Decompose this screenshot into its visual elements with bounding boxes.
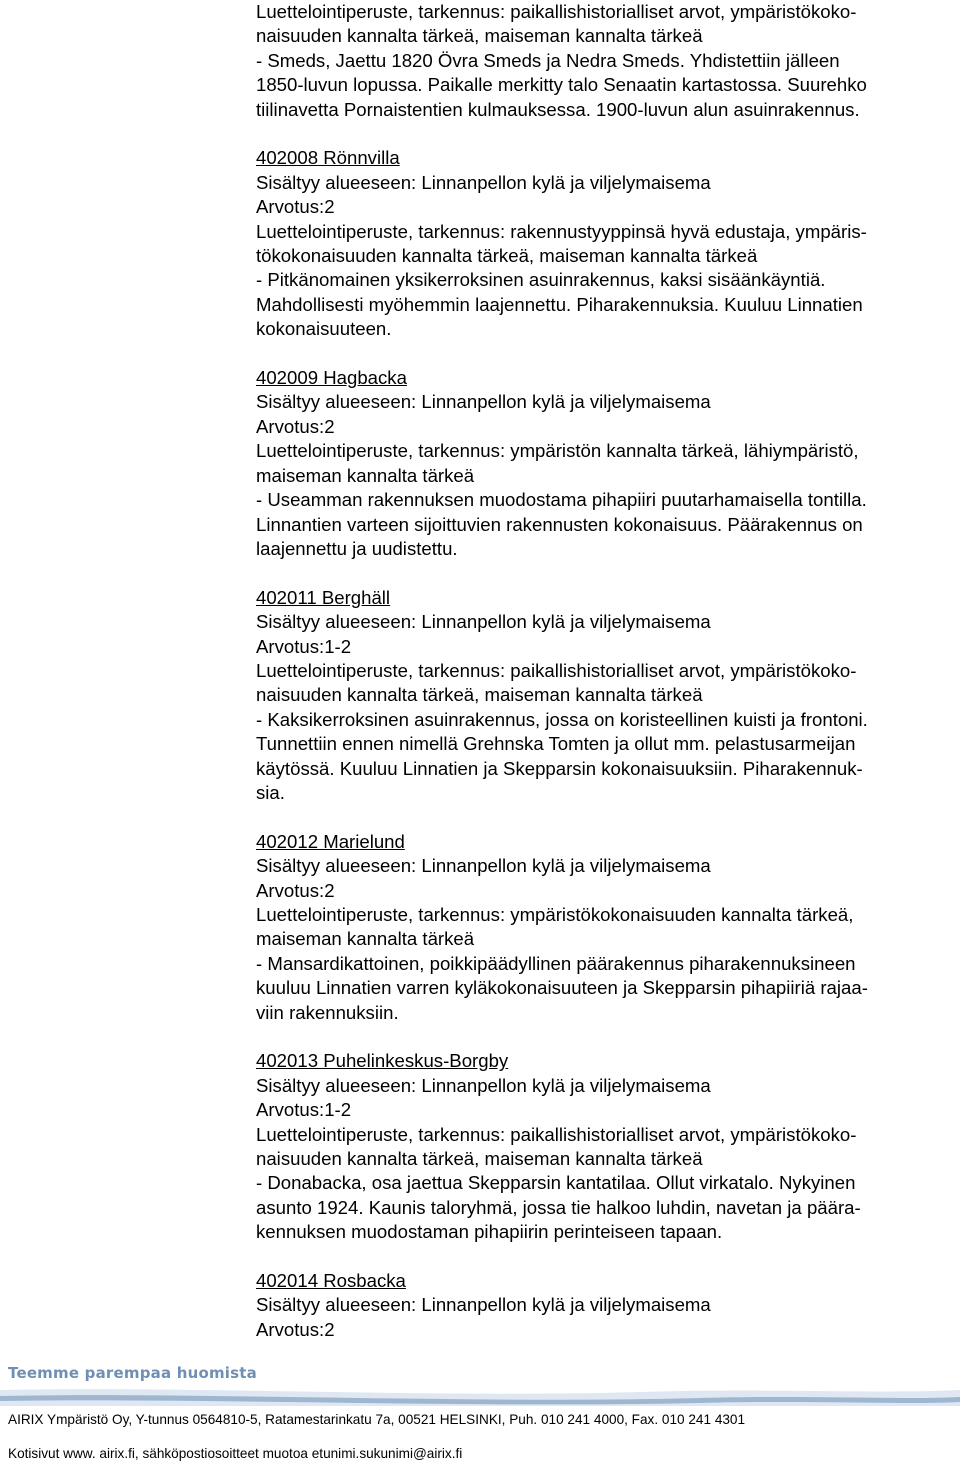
- entry-line: kennuksen muodostaman pihapiirin perinteiseen tapaan.: [256, 1221, 723, 1243]
- entry-line: - Kaksikerroksinen asuinrakennus, jossa on koristeellinen kuisti ja frontoni.: [256, 708, 868, 730]
- entry-402014: [256, 1269, 956, 1342]
- entry-area: Sisältyy alueeseen: Linnanpellon kylä ja viljelymaisema: [256, 1074, 711, 1096]
- intro-line: - Smeds, Jaettu 1820 Övra Smeds ja Nedra Smeds. Yhdistettiin jälleen: [256, 49, 840, 71]
- entry-line: Luettelointiperuste, tarkennus: ympäristön kannalta tärkeä, lähiympäristö,: [256, 440, 859, 462]
- entry-line: käytössä. Kuuluu Linnatien ja Skepparsin kokonaisuuksiin. Piharakennuk-: [256, 757, 863, 779]
- entry-title: 402011 Berghäll: [256, 586, 391, 608]
- entry-title: 402008 Rönnvilla: [256, 147, 400, 169]
- entry-line: kokonaisuuteen.: [256, 318, 392, 340]
- footer-company-info: AIRIX Ympäristö Oy, Y-tunnus 0564810-5, Ratamestarinkatu 7a, 00521 HELSINKI, Puh. 010 241 4000, Fax. 010 241 4301: [8, 1412, 746, 1427]
- intro-line: Luettelointiperuste, tarkennus: paikallishistorialliset arvot, ympäristökoko-: [256, 1, 857, 22]
- entry-value: Arvotus:2: [256, 415, 335, 437]
- entry-value: Arvotus:2: [256, 1318, 335, 1340]
- entry-title: 402009 Hagbacka: [256, 367, 407, 389]
- entry-line: Linnantien varteen sijoittuvien rakennusten kokonaisuus. Päärakennus on: [256, 513, 863, 535]
- entry-402011: [256, 586, 956, 806]
- entry-title: 402012 Marielund: [256, 830, 405, 852]
- entry-line: Mahdollisesti myöhemmin laajennettu. Piharakennuksia. Kuuluu Linnatien: [256, 293, 863, 315]
- entry-title: 402013 Puhelinkeskus-Borgby: [256, 1050, 509, 1072]
- entry-line: laajennettu ja uudistettu.: [256, 537, 458, 559]
- entry-402013: [256, 1049, 956, 1244]
- entry-area: Sisältyy alueeseen: Linnanpellon kylä ja viljelymaisema: [256, 1294, 711, 1316]
- entry-line: naisuuden kannalta tärkeä, maiseman kannalta tärkeä: [256, 684, 703, 706]
- entry-line: Tunnettiin ennen nimellä Grehnska Tomten ja ollut mm. pelastusarmeijan: [256, 733, 856, 755]
- entry-title: 402014 Rosbacka: [256, 1270, 406, 1292]
- entry-line: Luettelointiperuste, tarkennus: rakennustyyppinsä hyvä edustaja, ympäris-: [256, 220, 867, 242]
- entry-area: Sisältyy alueeseen: Linnanpellon kylä ja viljelymaisema: [256, 855, 711, 877]
- entry-line: kuuluu Linnatien varren kyläkokonaisuuteen ja Skepparsin pihapiiriä rajaa-: [256, 977, 868, 999]
- document-body: [256, 0, 956, 1342]
- footer-web-info: Kotisivut www. airix.fi, sähköpostiosoitteet muotoa etunimi.sukunimi@airix.fi: [8, 1446, 463, 1461]
- company-slogan: Teemme parempaa huomista: [8, 1364, 257, 1382]
- entry-line: naisuuden kannalta tärkeä, maiseman kannalta tärkeä: [256, 1148, 703, 1170]
- entry-line: - Pitkänomainen yksikerroksinen asuinrakennus, kaksi sisäänkäyntiä.: [256, 269, 826, 291]
- entry-402012: [256, 830, 956, 1025]
- entry-value: Arvotus:2: [256, 879, 335, 901]
- entry-402009: [256, 366, 956, 561]
- entry-value: Arvotus:2: [256, 196, 335, 218]
- intro-block: [256, 0, 956, 122]
- entry-area: Sisältyy alueeseen: Linnanpellon kylä ja viljelymaisema: [256, 171, 711, 193]
- entry-area: Sisältyy alueeseen: Linnanpellon kylä ja viljelymaisema: [256, 611, 711, 633]
- entry-line: viin rakennuksiin.: [256, 1001, 399, 1023]
- entry-line: asunto 1924. Kaunis taloryhmä, jossa tie halkoo luhdin, navetan ja päära-: [256, 1196, 861, 1218]
- entry-value: Arvotus:1-2: [256, 635, 352, 657]
- entry-line: - Mansardikattoinen, poikkipäädyllinen päärakennus piharakennuksineen: [256, 952, 856, 974]
- entry-line: maiseman kannalta tärkeä: [256, 928, 475, 950]
- entry-line: - Donabacka, osa jaettua Skepparsin kantatilaa. Ollut virkatalo. Nykyinen: [256, 1172, 856, 1194]
- entry-line: Luettelointiperuste, tarkennus: paikallishistorialliset arvot, ympäristökoko-: [256, 1123, 857, 1145]
- entry-value: Arvotus:1-2: [256, 1099, 352, 1121]
- entry-line: Luettelointiperuste, tarkennus: paikallishistorialliset arvot, ympäristökoko-: [256, 659, 857, 681]
- entry-line: - Useamman rakennuksen muodostama pihapiiri puutarhamaisella tontilla.: [256, 489, 867, 511]
- footer-banner: [0, 1360, 960, 1406]
- entry-402008: [256, 146, 956, 341]
- intro-line: 1850-luvun lopussa. Paikalle merkitty talo Senaatin kartastossa. Suurehko: [256, 74, 867, 96]
- entry-line: tökokonaisuuden kannalta tärkeä, maiseman kannalta tärkeä: [256, 245, 758, 267]
- entry-line: sia.: [256, 781, 285, 803]
- entry-line: Luettelointiperuste, tarkennus: ympäristökokonaisuuden kannalta tärkeä,: [256, 903, 854, 925]
- entry-line: maiseman kannalta tärkeä: [256, 464, 475, 486]
- intro-line: tiilinavetta Pornaistentien kulmauksessa. 1900-luvun alun asuinrakennus.: [256, 98, 860, 120]
- entry-area: Sisältyy alueeseen: Linnanpellon kylä ja viljelymaisema: [256, 391, 711, 413]
- intro-line: naisuuden kannalta tärkeä, maiseman kannalta tärkeä: [256, 25, 703, 47]
